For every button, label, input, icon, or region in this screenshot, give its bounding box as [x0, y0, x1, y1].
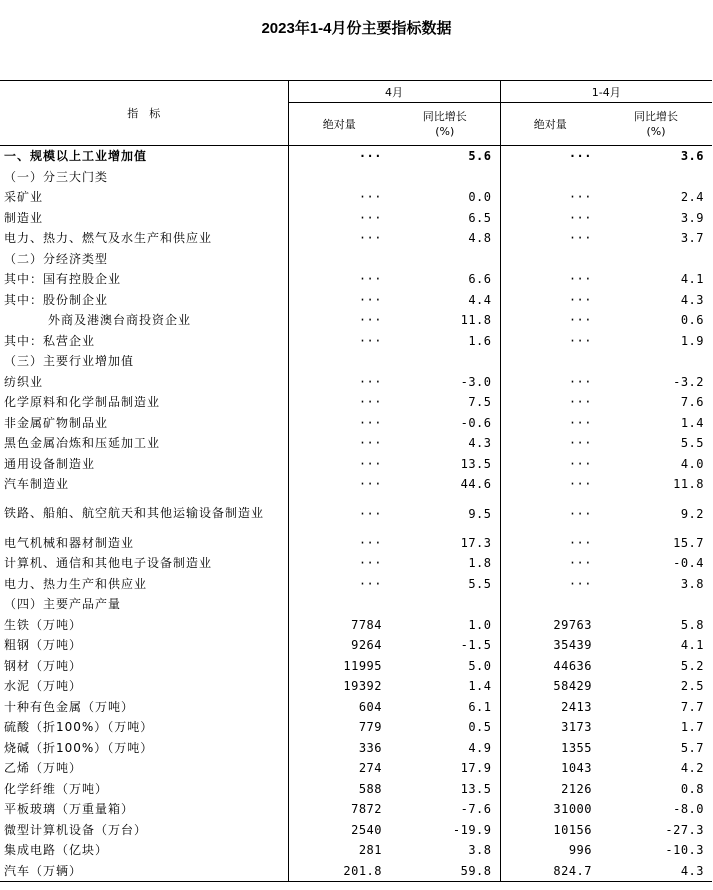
row-month-absolute: 19392	[343, 679, 382, 694]
row-cumulative-growth: 3.7	[680, 231, 704, 246]
row-indicator-name: （二）分经济类型	[0, 249, 288, 270]
row-month-growth	[390, 594, 500, 615]
row-cumulative-growth	[600, 167, 712, 188]
row-month-absolute: ···	[358, 477, 382, 492]
row-month-growth: 6.1	[390, 697, 500, 718]
row-month-growth: 5.5	[390, 574, 500, 595]
row-cumulative-growth: 11.8	[673, 477, 704, 492]
row-cumulative-growth: -10.3	[665, 843, 704, 858]
row-cumulative-absolute: 44636	[553, 658, 592, 673]
table-row	[0, 433, 712, 454]
row-cumulative-absolute: ···	[568, 456, 592, 471]
row-cumulative-growth: 2.4	[680, 190, 704, 205]
row-month-growth	[390, 351, 500, 372]
row-indicator-name: 化学纤维（万吨）	[0, 779, 288, 800]
row-cumulative-absolute: ···	[568, 576, 592, 591]
row-cumulative-absolute: 58429	[553, 679, 592, 694]
row-cumulative-growth: 0.8	[680, 781, 704, 796]
row-month-absolute: 336	[358, 740, 382, 755]
table-body	[0, 146, 712, 882]
row-indicator-name: 黑色金属冶炼和压延加工业	[0, 433, 288, 454]
table-row	[0, 820, 712, 841]
row-cumulative-absolute: 996	[568, 843, 592, 858]
row-cumulative-growth: 5.2	[680, 658, 704, 673]
table-row	[0, 331, 712, 352]
row-month-absolute: 201.8	[288, 861, 390, 882]
row-month-absolute: ···	[358, 556, 382, 571]
row-cumulative-absolute: ···	[568, 292, 592, 307]
table-row	[0, 269, 712, 290]
row-cumulative-absolute	[500, 249, 600, 270]
row-month-growth: 17.9	[390, 758, 500, 779]
row-month-absolute: 604	[358, 699, 382, 714]
row-cumulative-growth: -3.2	[673, 374, 704, 389]
row-cumulative-absolute: 824.7	[500, 861, 600, 882]
row-indicator-name: 汽车（万辆）	[0, 861, 288, 882]
row-month-absolute	[288, 351, 390, 372]
row-month-absolute: ···	[358, 292, 382, 307]
cumulative-abs-header: 绝对量	[500, 103, 600, 146]
row-month-absolute: ···	[358, 231, 382, 246]
row-indicator-name: 铁路、船舶、航空航天和其他运输设备制造业	[0, 495, 288, 533]
row-cumulative-absolute: 2126	[561, 781, 592, 796]
row-month-growth: 17.3	[390, 533, 500, 554]
row-cumulative-absolute: ···	[568, 231, 592, 246]
row-indicator-name: 采矿业	[0, 187, 288, 208]
indicators-table	[0, 80, 712, 882]
table-row	[0, 310, 712, 331]
row-indicator-name: 其中：私营企业	[0, 331, 288, 352]
table-row	[0, 454, 712, 475]
row-month-absolute: ···	[358, 576, 382, 591]
row-cumulative-growth: 4.1	[680, 272, 704, 287]
table-row	[0, 495, 712, 533]
row-month-growth: 1.8	[390, 553, 500, 574]
table-row	[0, 249, 712, 270]
row-cumulative-absolute: 2413	[561, 699, 592, 714]
row-month-absolute: ···	[358, 456, 382, 471]
row-cumulative-growth: 4.3	[680, 292, 704, 307]
row-indicator-name: 制造业	[0, 208, 288, 229]
row-indicator-name: 生铁（万吨）	[0, 615, 288, 636]
table-row	[0, 228, 712, 249]
row-cumulative-absolute: ···	[568, 506, 592, 521]
row-cumulative-absolute: ···	[568, 149, 592, 164]
row-indicator-name: 其中：国有控股企业	[0, 269, 288, 290]
row-month-growth: 13.5	[390, 779, 500, 800]
row-cumulative-growth: 4.1	[680, 638, 704, 653]
row-month-growth: 7.5	[390, 392, 500, 413]
row-cumulative-absolute: 1355	[561, 740, 592, 755]
row-month-absolute	[288, 594, 390, 615]
table-row	[0, 372, 712, 393]
row-month-absolute: 7872	[351, 802, 382, 817]
row-month-growth: 4.8	[390, 228, 500, 249]
table-row	[0, 351, 712, 372]
row-month-absolute	[288, 249, 390, 270]
table-row	[0, 799, 712, 820]
table-row	[0, 758, 712, 779]
row-cumulative-growth: 1.7	[680, 720, 704, 735]
row-cumulative-absolute: ···	[568, 313, 592, 328]
row-month-growth: -0.6	[390, 413, 500, 434]
row-cumulative-growth: 4.0	[680, 456, 704, 471]
month-group-header: 4月	[288, 81, 500, 103]
table-row	[0, 738, 712, 759]
row-month-growth: 1.4	[390, 676, 500, 697]
row-indicator-name: 乙烯（万吨）	[0, 758, 288, 779]
row-month-absolute: ···	[358, 395, 382, 410]
growth-label: 同比增长	[634, 110, 678, 123]
row-month-absolute: ···	[358, 190, 382, 205]
row-month-growth: -1.5	[390, 635, 500, 656]
table-header	[0, 81, 712, 146]
row-month-growth	[390, 167, 500, 188]
row-month-growth: 4.9	[390, 738, 500, 759]
row-month-growth: 59.8	[390, 861, 500, 882]
row-cumulative-growth	[600, 594, 712, 615]
row-cumulative-growth: 4.2	[680, 761, 704, 776]
table-row	[0, 779, 712, 800]
row-month-growth: 4.3	[390, 433, 500, 454]
row-indicator-name: 烧碱（折100%）（万吨）	[0, 738, 288, 759]
row-month-growth: 11.8	[390, 310, 500, 331]
row-cumulative-absolute: ···	[568, 272, 592, 287]
row-month-growth: 3.8	[390, 840, 500, 861]
row-indicator-name: 钢材（万吨）	[0, 656, 288, 677]
row-indicator-name: 集成电路（亿块）	[0, 840, 288, 861]
row-cumulative-growth: 7.7	[680, 699, 704, 714]
row-cumulative-growth: 7.6	[680, 395, 704, 410]
row-indicator-name: 硫酸（折100%）（万吨）	[0, 717, 288, 738]
row-cumulative-absolute	[500, 167, 600, 188]
row-cumulative-absolute: ···	[568, 477, 592, 492]
row-indicator-name: 计算机、通信和其他电子设备制造业	[0, 553, 288, 574]
row-cumulative-growth: 1.4	[680, 415, 704, 430]
row-month-absolute	[288, 167, 390, 188]
table-row	[0, 697, 712, 718]
page-title: 2023年1-4月份主要指标数据	[261, 20, 452, 37]
row-month-absolute: ···	[358, 535, 382, 550]
row-month-absolute: ···	[358, 149, 382, 164]
growth-label: 同比增长	[422, 110, 467, 123]
row-month-growth: 1.6	[390, 331, 500, 352]
row-month-absolute: ···	[358, 272, 382, 287]
table-row	[0, 615, 712, 636]
row-cumulative-growth: 3.6	[680, 149, 704, 164]
table-row	[0, 594, 712, 615]
row-cumulative-growth: 1.9	[680, 333, 704, 348]
row-month-growth	[390, 249, 500, 270]
row-cumulative-growth: 3.8	[680, 576, 704, 591]
row-cumulative-growth: -0.4	[673, 556, 704, 571]
row-cumulative-growth: -27.3	[665, 822, 704, 837]
row-month-growth: 9.5	[390, 495, 500, 533]
row-indicator-name: 纺织业	[0, 372, 288, 393]
row-cumulative-absolute: ···	[568, 535, 592, 550]
row-cumulative-absolute: ···	[568, 436, 592, 451]
row-indicator-name: 外商及港澳台商投资企业	[0, 310, 288, 331]
row-cumulative-absolute	[500, 351, 600, 372]
table-row	[0, 635, 712, 656]
row-indicator-name: 粗钢（万吨）	[0, 635, 288, 656]
row-month-absolute: ···	[358, 436, 382, 451]
table-row	[0, 676, 712, 697]
row-month-growth: -19.9	[390, 820, 500, 841]
row-cumulative-growth: 9.2	[680, 506, 704, 521]
row-month-growth: 1.0	[390, 615, 500, 636]
row-indicator-name: 通用设备制造业	[0, 454, 288, 475]
row-cumulative-absolute: ···	[568, 333, 592, 348]
growth-unit: (%)	[435, 125, 455, 138]
row-month-growth: -7.6	[390, 799, 500, 820]
row-cumulative-absolute: ···	[568, 210, 592, 225]
row-indicator-name: 电气机械和器材制造业	[0, 533, 288, 554]
row-month-growth: 0.0	[390, 187, 500, 208]
row-cumulative-growth	[600, 351, 712, 372]
row-indicator-name: 其中：股份制企业	[0, 290, 288, 311]
row-indicator-name: （三）主要行业增加值	[0, 351, 288, 372]
month-abs-header: 绝对量	[288, 103, 390, 146]
row-cumulative-absolute: 3173	[561, 720, 592, 735]
row-month-absolute: 2540	[351, 822, 382, 837]
table-row	[0, 187, 712, 208]
row-month-absolute: 9264	[351, 638, 382, 653]
row-month-growth: 5.6	[390, 146, 500, 167]
row-cumulative-growth: 5.7	[680, 740, 704, 755]
row-cumulative-growth: 5.5	[680, 436, 704, 451]
row-cumulative-growth: 5.8	[680, 617, 704, 632]
table-row	[0, 861, 712, 882]
row-cumulative-absolute: 1043	[561, 761, 592, 776]
table-row	[0, 208, 712, 229]
row-month-growth: 5.0	[390, 656, 500, 677]
row-cumulative-absolute: 10156	[553, 822, 592, 837]
table-row	[0, 717, 712, 738]
row-indicator-name: 非金属矿物制品业	[0, 413, 288, 434]
row-cumulative-absolute: ···	[568, 374, 592, 389]
row-indicator-name: 十种有色金属（万吨）	[0, 697, 288, 718]
row-month-absolute: 274	[358, 761, 382, 776]
row-month-absolute: ···	[358, 313, 382, 328]
row-month-absolute: ···	[358, 374, 382, 389]
table-row	[0, 553, 712, 574]
row-month-absolute: 281	[358, 843, 382, 858]
row-cumulative-growth: 15.7	[673, 535, 704, 550]
table-row	[0, 146, 712, 167]
cumulative-group-header: 1-4月	[500, 81, 712, 103]
row-indicator-name: 化学原料和化学制品制造业	[0, 392, 288, 413]
row-cumulative-absolute: 35439	[553, 638, 592, 653]
table-row	[0, 656, 712, 677]
row-month-absolute: ···	[358, 333, 382, 348]
indicator-header: 指 标	[0, 81, 288, 146]
row-cumulative-growth: 4.3	[600, 861, 712, 882]
month-growth-header	[390, 103, 500, 146]
row-month-absolute: ···	[358, 210, 382, 225]
row-month-growth: 6.5	[390, 208, 500, 229]
row-indicator-name: 电力、热力、燃气及水生产和供应业	[0, 228, 288, 249]
row-cumulative-absolute	[500, 594, 600, 615]
row-cumulative-growth: 3.9	[680, 210, 704, 225]
row-cumulative-growth: 0.6	[680, 313, 704, 328]
row-indicator-name: 微型计算机设备（万台）	[0, 820, 288, 841]
row-cumulative-absolute: ···	[568, 556, 592, 571]
row-indicator-name: （四）主要产品产量	[0, 594, 288, 615]
row-month-growth: 0.5	[390, 717, 500, 738]
row-month-growth: 6.6	[390, 269, 500, 290]
table-row	[0, 167, 712, 188]
row-indicator-name: （一）分三大门类	[0, 167, 288, 188]
row-indicator-name: 平板玻璃（万重量箱）	[0, 799, 288, 820]
row-cumulative-growth: 2.5	[680, 679, 704, 694]
row-indicator-name: 电力、热力生产和供应业	[0, 574, 288, 595]
growth-unit: (%)	[646, 125, 666, 138]
row-cumulative-growth: -8.0	[673, 802, 704, 817]
table-row	[0, 840, 712, 861]
table-row	[0, 413, 712, 434]
row-cumulative-absolute: 31000	[553, 802, 592, 817]
row-month-absolute: 779	[358, 720, 382, 735]
row-cumulative-absolute: ···	[568, 395, 592, 410]
row-cumulative-absolute: 29763	[553, 617, 592, 632]
row-month-growth: 4.4	[390, 290, 500, 311]
table-row	[0, 474, 712, 495]
table-row	[0, 392, 712, 413]
cumulative-growth-header	[600, 103, 712, 146]
table-row	[0, 574, 712, 595]
row-indicator-name: 水泥（万吨）	[0, 676, 288, 697]
row-month-growth: -3.0	[390, 372, 500, 393]
row-month-absolute: 11995	[343, 658, 382, 673]
table-row	[0, 533, 712, 554]
row-indicator-name: 汽车制造业	[0, 474, 288, 495]
row-cumulative-absolute: ···	[568, 415, 592, 430]
row-month-absolute: ···	[358, 415, 382, 430]
row-month-absolute: 588	[358, 781, 382, 796]
row-month-growth: 13.5	[390, 454, 500, 475]
row-cumulative-absolute: ···	[568, 190, 592, 205]
row-month-absolute: 7784	[351, 617, 382, 632]
row-cumulative-growth	[600, 249, 712, 270]
row-month-absolute: ···	[358, 506, 382, 521]
row-month-growth: 44.6	[390, 474, 500, 495]
table-row	[0, 290, 712, 311]
row-indicator-name: 一、规模以上工业增加值	[0, 146, 288, 167]
